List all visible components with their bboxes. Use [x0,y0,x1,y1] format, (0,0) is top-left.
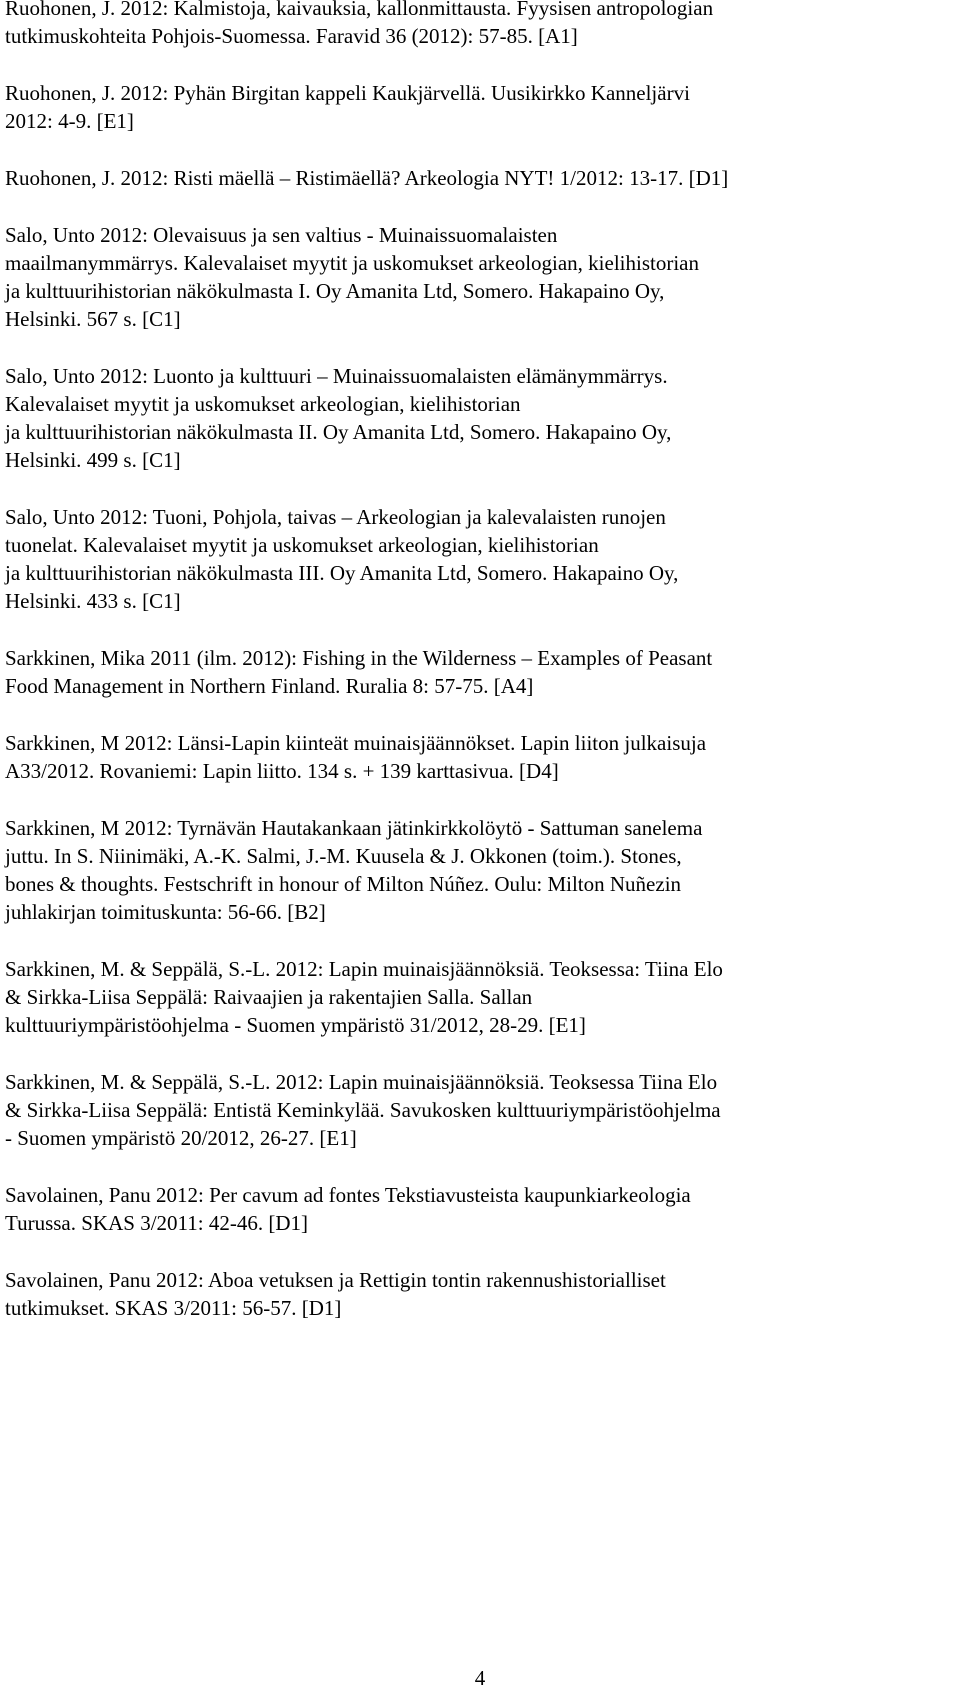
reference-line: kulttuuriympäristöohjelma - Suomen ympäristö 31/2012, 28-29. [E1] [5,1013,586,1037]
reference-entry [5,814,960,926]
reference-list [5,0,960,1351]
reference-entry [5,79,960,135]
reference-line: & Sirkka-Liisa Seppälä: Raivaajien ja rakentajien Salla. Sallan [5,985,533,1009]
reference-line: Salo, Unto 2012: Luonto ja kulttuuri – Muinaissuomalaisten elämänymmärrys. [5,364,668,388]
reference-entry [5,164,960,192]
reference-line: 2012: 4-9. [E1] [5,109,134,133]
reference-line: Sarkkinen, M 2012: Tyrnävän Hautakankaan jätinkirkkolöytö - Sattuman sanelema [5,816,703,840]
reference-line: A33/2012. Rovaniemi: Lapin liitto. 134 s. + 139 karttasivua. [D4] [5,759,559,783]
reference-entry [5,1266,960,1322]
reference-line: bones & thoughts. Festschrift in honour of Milton Núñez. Oulu: Milton Nuñezin [5,872,682,896]
reference-line: Ruohonen, J. 2012: Kalmistoja, kaivauksia, kallonmittausta. Fyysisen antropologian [5,0,714,20]
reference-entry [5,0,960,50]
reference-entry [5,729,960,785]
reference-line: Sarkkinen, Mika 2011 (ilm. 2012): Fishing in the Wilderness – Examples of Peasant [5,646,713,670]
reference-entry [5,503,960,615]
reference-line: Turussa. SKAS 3/2011: 42-46. [D1] [5,1211,308,1235]
reference-line: Sarkkinen, M 2012: Länsi-Lapin kiinteät muinaisjäännökset. Lapin liiton julkaisuja [5,731,707,755]
reference-line: ja kulttuurihistorian näkökulmasta III. Oy Amanita Ltd, Somero. Hakapaino Oy, [5,561,679,585]
reference-line: Sarkkinen, M. & Seppälä, S.-L. 2012: Lapin muinaisjäännöksiä. Teoksessa Tiina Elo [5,1070,718,1094]
reference-line: juhlakirjan toimituskunta: 56-66. [B2] [5,900,326,924]
reference-entry [5,362,960,474]
reference-entry [5,221,960,333]
reference-line: ja kulttuurihistorian näkökulmasta I. Oy Amanita Ltd, Somero. Hakapaino Oy, [5,279,665,303]
reference-line: Savolainen, Panu 2012: Aboa vetuksen ja Rettigin tontin rakennushistorialliset [5,1268,666,1292]
reference-line: Ruohonen, J. 2012: Risti mäellä – Ristimäellä? Arkeologia NYT! 1/2012: 13-17. [D1] [5,166,729,190]
reference-line: Helsinki. 433 s. [C1] [5,589,181,613]
reference-line: Salo, Unto 2012: Tuoni, Pohjola, taivas – Arkeologian ja kalevalaisten runojen [5,505,666,529]
reference-line: Salo, Unto 2012: Olevaisuus ja sen valtius - Muinaissuomalaisten [5,223,558,247]
reference-line: - Suomen ympäristö 20/2012, 26-27. [E1] [5,1126,357,1150]
reference-line: Helsinki. 499 s. [C1] [5,448,181,472]
reference-line: Sarkkinen, M. & Seppälä, S.-L. 2012: Lapin muinaisjäännöksiä. Teoksessa: Tiina Elo [5,957,723,981]
reference-line: ja kulttuurihistorian näkökulmasta II. Oy Amanita Ltd, Somero. Hakapaino Oy, [5,420,672,444]
reference-line: juttu. In S. Niinimäki, A.-K. Salmi, J.-M. Kuusela & J. Okkonen (toim.). Stones, [5,844,682,868]
reference-line: Kalevalaiset myytit ja uskomukset arkeologian, kielihistorian [5,392,521,416]
reference-entry [5,1181,960,1237]
reference-line: & Sirkka-Liisa Seppälä: Entistä Keminkylää. Savukosken kulttuuriympäristöohjelma [5,1098,721,1122]
reference-line: Savolainen, Panu 2012: Per cavum ad fontes Tekstiavusteista kaupunkiarkeologia [5,1183,691,1207]
reference-entry [5,955,960,1039]
reference-line: Ruohonen, J. 2012: Pyhän Birgitan kappeli Kaukjärvellä. Uusikirkko Kanneljärvi [5,81,690,105]
reference-line: Food Management in Northern Finland. Ruralia 8: 57-75. [A4] [5,674,534,698]
reference-entry [5,1068,960,1152]
reference-line: tutkimuskohteita Pohjois-Suomessa. Faravid 36 (2012): 57-85. [A1] [5,24,578,48]
reference-entry [5,644,960,700]
reference-line: maailmanymmärrys. Kalevalaiset myytit ja uskomukset arkeologian, kielihistorian [5,251,699,275]
page-number: 4 [474,1666,486,1690]
reference-line: tutkimukset. SKAS 3/2011: 56-57. [D1] [5,1296,342,1320]
reference-line: tuonelat. Kalevalaiset myytit ja uskomukset arkeologian, kielihistorian [5,533,599,557]
reference-line: Helsinki. 567 s. [C1] [5,307,181,331]
